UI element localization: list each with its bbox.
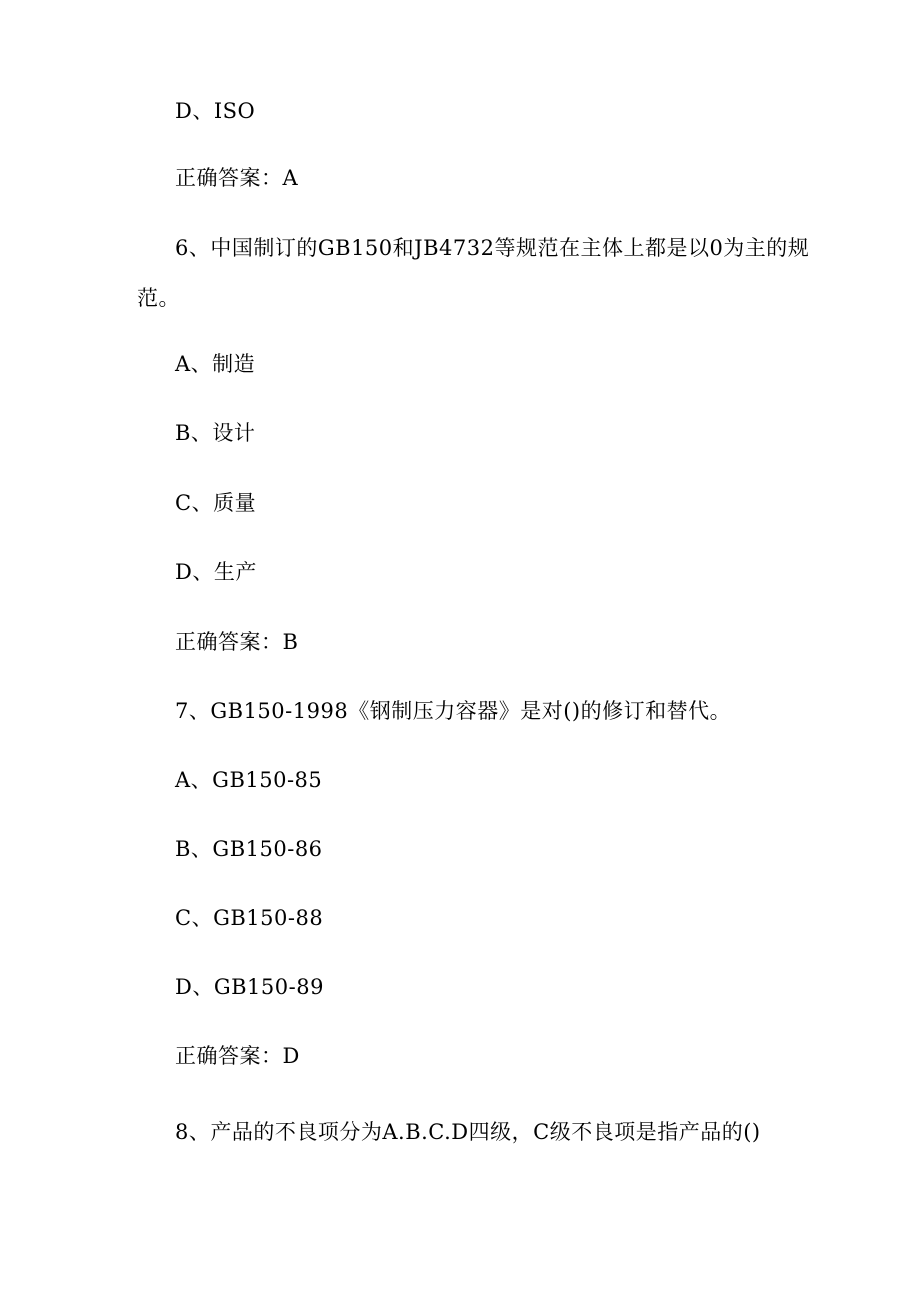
q7-question: 7、GB150-1998《钢制压力容器》是对()的修订和替代。 [175, 699, 732, 723]
q8-question: 8、产品的不良项分为A.B.C.D四级，C级不良项是指产品的() [175, 1120, 761, 1144]
q7-option-c: C、GB150-88 [175, 906, 324, 930]
q6-option-d: D、生产 [175, 560, 257, 584]
q6-option-c: C、质量 [175, 491, 257, 515]
q6-question-line1: 6、中国制订的GB150和JB4732等规范在主体上都是以0为主的规 [175, 236, 810, 260]
q5-answer: 正确答案：A [175, 166, 299, 190]
q5-option-d: D、ISO [175, 99, 256, 123]
q7-option-a: A、GB150-85 [175, 768, 323, 792]
q6-answer: 正确答案：B [175, 630, 299, 654]
q7-answer: 正确答案：D [175, 1044, 300, 1068]
q7-option-b: B、GB150-86 [175, 837, 323, 861]
q6-option-a: A、制造 [175, 352, 256, 376]
q6-option-b: B、设计 [175, 421, 256, 445]
q6-question-line2: 范。 [137, 286, 180, 310]
q7-option-d: D、GB150-89 [175, 975, 324, 999]
